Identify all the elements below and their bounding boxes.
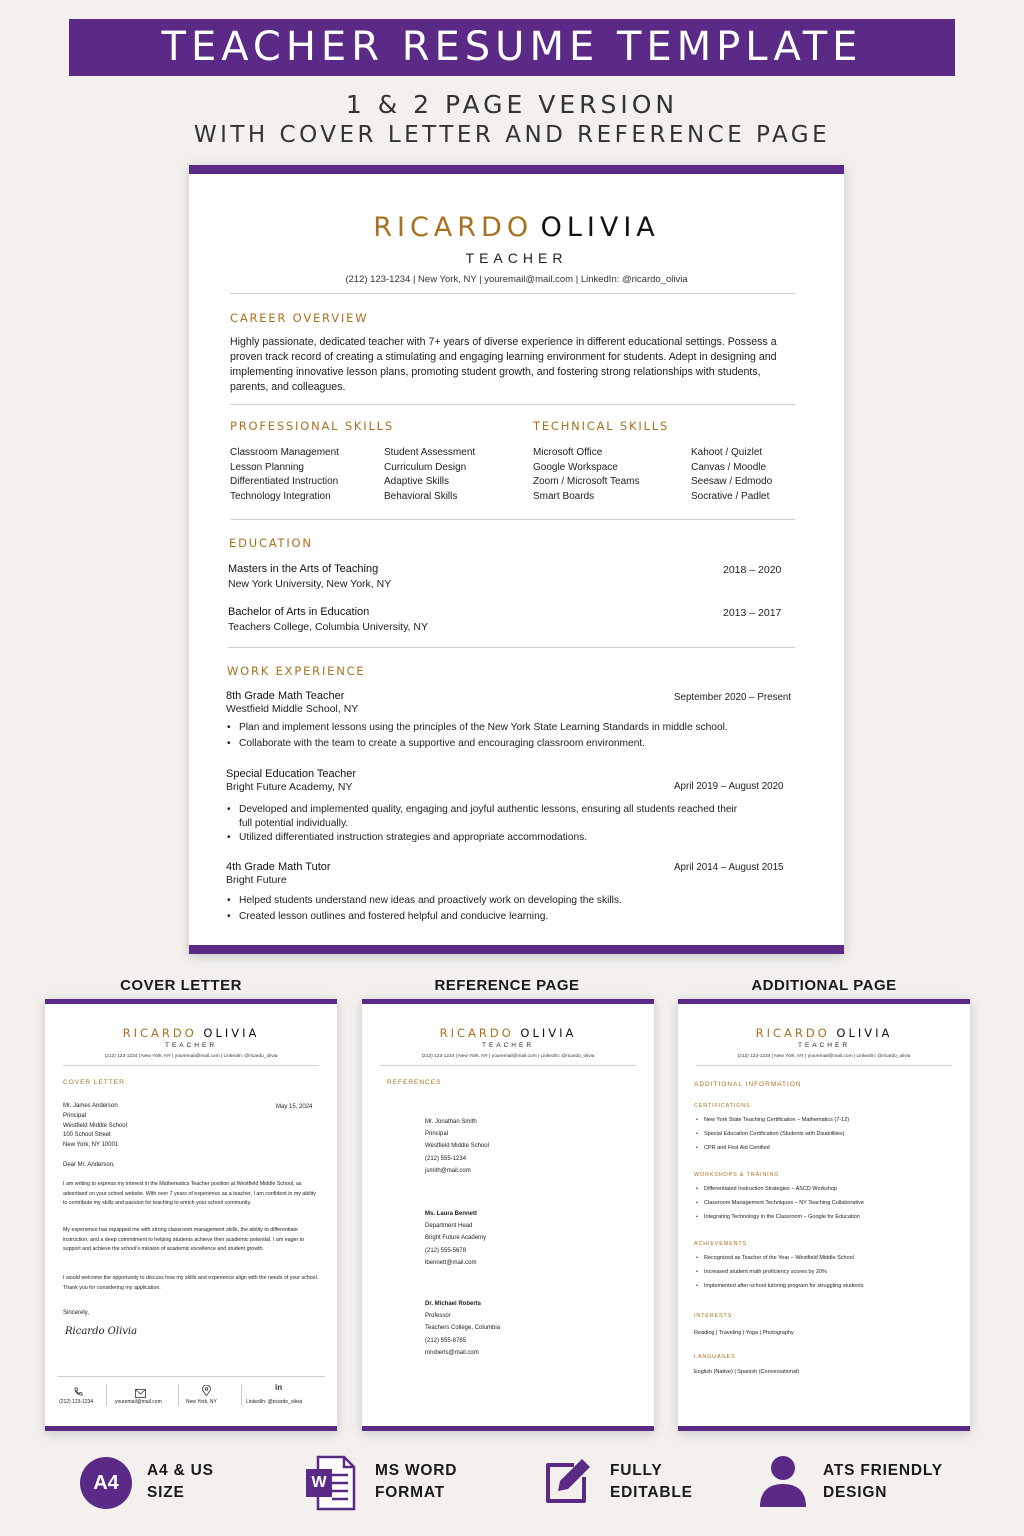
last-name: OLIVIA (540, 212, 660, 243)
career-text: Highly passionate, dedicated teacher with 7+ years of diverse experience in different educational settings. Possess a proven track record of creating a stimulating and engaging learning environment for students. Adept in designing and implementing innovative lesson plans, promoting student growth, and fostering strong relationships with students, parents, and colleagues. (230, 336, 777, 393)
divider (380, 1065, 636, 1066)
achievement-list (696, 1251, 864, 1293)
job-bullets (226, 803, 746, 845)
job-role: 4th Grade Math Tutor (226, 861, 331, 873)
languages-text: English (Native) | Spanish (Conversational) (694, 1369, 800, 1375)
mini-name (45, 1026, 337, 1040)
mini-contact: (212) 123-1234 | New York, NY | youremail@mail.com | LinkedIn: @ricardo_olivia (421, 1054, 595, 1059)
languages-heading: LANGUAGES (694, 1354, 736, 1360)
feature-line: DESIGN (823, 1484, 888, 1501)
reference-page (362, 999, 654, 1431)
ref-role: Professor (425, 1313, 451, 1320)
tech-skills-col2 (691, 446, 772, 504)
ref-email: lbennett@mail.com (425, 1259, 477, 1266)
workshop-item: • Differentiated Instruction Strategies – ASCD Workshop (696, 1182, 864, 1196)
feature-line: FULLY (610, 1462, 663, 1479)
skill-item: Canvas / Moodle (691, 461, 767, 473)
feature-label (823, 1460, 943, 1504)
ref-email: jsmith@mail.com (425, 1167, 471, 1174)
mini-name (678, 1026, 970, 1040)
divider (57, 1376, 325, 1377)
skill-item: Smart Boards (533, 490, 595, 502)
ms-word-icon (304, 1455, 356, 1516)
tech-skills-col1 (533, 446, 640, 504)
skill-item: Curriculum Design (384, 461, 467, 473)
cert-heading: CERTIFICATIONS (694, 1103, 751, 1109)
career-heading: CAREER OVERVIEW (230, 311, 369, 325)
footer-linkedin: LinkedIn: @ricardo_olivia (246, 1399, 303, 1405)
divider (230, 293, 795, 294)
tech-skills-heading: TECHNICAL SKILLS (533, 419, 670, 433)
footer-separator (106, 1384, 107, 1406)
ref-phone: (212) 555-8765 (425, 1337, 467, 1344)
ref-org: Westfield Middle School (425, 1143, 489, 1150)
footer-location: New York, NY (186, 1399, 217, 1405)
letter-paragraph: I would welcome the opportunity to discuss how my skills and experience align with the needs of your school. Thank you for considering my application. (63, 1275, 319, 1291)
banner-title: TEACHER RESUME TEMPLATE (69, 19, 955, 76)
workshops-heading: WORKSHOPS & TRAINING (694, 1172, 780, 1178)
mini-title: TEACHER (481, 1042, 535, 1049)
feature-line: EDITABLE (610, 1484, 693, 1501)
salutation: Dear Mr. Anderson, (63, 1162, 115, 1168)
job-bullet: • Collaborate with the team to create a supportive and encouraging classroom environment. (226, 737, 786, 751)
skill-item: Student Assessment (384, 447, 476, 458)
skill-item: Kahoot / Quizlet (691, 447, 763, 458)
feature-line: A4 & US (147, 1462, 214, 1479)
job-bullet: • Created lesson outlines and fostered helpful and conducive learning. (226, 910, 786, 924)
job-bullet: • Developed and implemented quality, engaging and joyful authentic lessons, ensuring all students reached their full potential individually. (226, 803, 746, 831)
feature-label (375, 1460, 457, 1504)
user-icon (757, 1455, 809, 1514)
skill-item: Microsoft Office (533, 447, 603, 458)
achievement-item: • Implemented after-school tutoring program for struggling students (696, 1279, 864, 1293)
first-name: RICARDO (122, 1026, 197, 1040)
job-place: Bright Future (226, 874, 287, 886)
skill-item: Zoom / Microsoft Teams (533, 476, 640, 487)
subtitle-extras: WITH COVER LETTER AND REFERENCE PAGE (193, 122, 831, 148)
job-bullet: • Helped students understand new ideas and proactively work on developing the skills. (226, 894, 786, 908)
job-bullets (226, 894, 786, 924)
ref-phone: (212) 555-5678 (425, 1247, 467, 1254)
resume-name (189, 212, 844, 243)
achievement-item: • Recognized as Teacher of the Year – Westfield Middle School (696, 1251, 864, 1265)
last-name: OLIVIA (203, 1026, 260, 1040)
mini-title: TEACHER (797, 1042, 851, 1049)
mini-contact: (212) 123-1234 | New York, NY | youremail@mail.com | LinkedIn: @ricardo_olivia (737, 1054, 911, 1059)
reference-entry (425, 1208, 486, 1269)
a4-badge-icon: A4 (80, 1457, 132, 1509)
skill-item: Classroom Management (230, 447, 339, 458)
education-heading: EDUCATION (229, 536, 313, 550)
last-name: OLIVIA (520, 1026, 577, 1040)
additional-page (678, 999, 970, 1431)
mini-title: TEACHER (164, 1042, 218, 1049)
feature-label (610, 1460, 693, 1504)
ref-name: Ms. Laura Bennett (425, 1211, 478, 1217)
divider (230, 404, 795, 405)
skill-item: Socrative / Padlet (691, 490, 770, 502)
references-heading: REFERENCES (387, 1079, 442, 1086)
letter-date: May 15, 2024 (276, 1104, 313, 1110)
additional-heading: ADDITIONAL INFORMATION (694, 1081, 802, 1088)
job-role: 8th Grade Math Teacher (226, 690, 345, 702)
edu-dates: 2013 – 2017 (723, 607, 782, 619)
first-name: RICARDO (439, 1026, 514, 1040)
skill-item: Lesson Planning (230, 461, 304, 473)
first-name: RICARDO (373, 212, 534, 243)
skill-item: Differentiated Instruction (230, 476, 339, 487)
skill-item: Behavioral Skills (384, 490, 458, 502)
job-dates: April 2014 – August 2015 (674, 862, 784, 873)
feature-line: ATS FRIENDLY (823, 1462, 943, 1479)
resume-page (189, 165, 844, 954)
ref-phone: (212) 555-1234 (425, 1155, 467, 1162)
ref-name: Dr. Michael Roberts (425, 1301, 482, 1307)
prof-skills-col1 (230, 446, 339, 504)
closing: Sincerely, (63, 1310, 89, 1316)
edu-degree: Masters in the Arts of Teaching (228, 563, 379, 575)
achievements-heading: ACHIEVEMENTS (694, 1241, 747, 1247)
cert-item: • Special Education Certification (Students with Disabilities) (696, 1127, 849, 1141)
feature-line: FORMAT (375, 1484, 445, 1501)
recipient-line: New York, NY 10001 (63, 1142, 119, 1149)
ref-role: Department Head (425, 1223, 473, 1230)
divider (696, 1065, 952, 1066)
feature-line: MS WORD (375, 1462, 458, 1479)
footer-separator (178, 1384, 179, 1406)
edu-dates: 2018 – 2020 (723, 564, 782, 576)
recipient-line: 100 School Street (63, 1132, 111, 1139)
letter-paragraph: My experience has equipped me with strong classroom management skills, the ability to differentiate instruction, and a deep commitment to helping students achieve their academic potential. I am eager to support and achieve the school's mission of academic excellence and student growth. (63, 1227, 305, 1253)
skill-item: Technology Integration (230, 490, 331, 502)
word-badge: W (311, 1474, 327, 1491)
cover-heading: COVER LETTER (63, 1079, 125, 1086)
skill-item: Seesaw / Edmodo (691, 476, 773, 487)
cert-item: • CPR and First Aid Certified (696, 1141, 849, 1155)
divider (228, 647, 795, 648)
cert-item: • New York State Teaching Certification – Mathematics (7-12) (696, 1113, 849, 1127)
job-bullets (226, 721, 786, 751)
recipient-line: Mr. James Anderson (63, 1103, 118, 1109)
resume-contact: (212) 123-1234 | New York, NY | youremail@mail.com | LinkedIn: @ricardo_olivia (345, 274, 688, 285)
edit-icon (540, 1455, 592, 1512)
job-bullet: • Utilized differentiated instruction strategies and appropriate accommodations. (226, 831, 746, 845)
recipient-block (63, 1102, 127, 1151)
signature: Ricardo Olivia (65, 1326, 138, 1337)
recipient-line: Principal (63, 1112, 87, 1119)
letter-paragraph: I am writing to express my interest in the Mathematics Teacher position at Westfield Middle School, as advertised on your school website. With over 7 years of experience as a teacher, I am confident in my ability to contribute my skills and passion for teaching to enrich your school community. (63, 1181, 316, 1207)
job-dates: April 2019 – August 2020 (674, 781, 784, 792)
edu-school: New York University, New York, NY (228, 578, 392, 590)
edu-degree: Bachelor of Arts in Education (228, 606, 370, 618)
resume-title: TEACHER (465, 250, 568, 266)
ref-org: Bright Future Academy (425, 1235, 487, 1242)
linkedin-icon: in (275, 1383, 283, 1392)
divider (230, 519, 795, 520)
work-heading: WORK EXPERIENCE (227, 664, 366, 678)
caption-cover: COVER LETTER (120, 977, 242, 994)
feature-line: SIZE (147, 1484, 185, 1501)
caption-reference: REFERENCE PAGE (434, 977, 580, 994)
reference-entry (425, 1116, 489, 1177)
job-place: Westfield Middle School, NY (226, 703, 359, 715)
ref-name: Mr. Jonathan Smith (425, 1119, 477, 1125)
job-dates: September 2020 – Present (674, 692, 792, 703)
footer-phone: (212) 123-1234 (59, 1399, 94, 1405)
interests-heading: INTERESTS (694, 1313, 733, 1319)
cover-letter-page (45, 999, 337, 1431)
divider (63, 1065, 319, 1066)
workshop-item: • Integrating Technology in the Classroom – Google for Education (696, 1210, 864, 1224)
caption-additional: ADDITIONAL PAGE (751, 977, 897, 994)
skill-item: Adaptive Skills (384, 476, 450, 487)
interests-text: Reading | Traveling | Yoga | Photography (694, 1330, 794, 1336)
achievement-item: • Increased student math proficiency scores by 20% (696, 1265, 864, 1279)
subtitle-version: 1 & 2 PAGE VERSION (345, 90, 679, 119)
skill-item: Google Workspace (533, 461, 618, 473)
footer-separator (241, 1384, 242, 1406)
ref-org: Teachers College, Columbia (425, 1325, 501, 1332)
prof-skills-heading: PROFESSIONAL SKILLS (230, 419, 394, 433)
feature-label (147, 1460, 214, 1504)
edu-school: Teachers College, Columbia University, NY (228, 621, 428, 633)
footer-email: youremail@mail.com (115, 1399, 162, 1405)
workshop-item: • Classroom Management Techniques – NY Teaching Collaborative (696, 1196, 864, 1210)
mini-contact: (212) 123-1234 | New York, NY | youremail@mail.com | LinkedIn: @ricardo_olivia (104, 1054, 278, 1059)
ref-role: Principal (425, 1131, 449, 1138)
recipient-line: Westfield Middle School (63, 1122, 127, 1129)
reference-entry (425, 1298, 500, 1359)
mini-name (362, 1026, 654, 1040)
workshop-list (696, 1182, 864, 1224)
ref-email: mroberts@mail.com (425, 1349, 479, 1356)
job-place: Bright Future Academy, NY (226, 781, 353, 793)
first-name: RICARDO (755, 1026, 830, 1040)
last-name: OLIVIA (836, 1026, 893, 1040)
job-role: Special Education Teacher (226, 768, 357, 780)
prof-skills-col2 (384, 446, 475, 504)
job-bullet: • Plan and implement lessons using the principles of the New York State Learning Standards in middle school. (226, 721, 786, 735)
cert-list (696, 1113, 849, 1155)
